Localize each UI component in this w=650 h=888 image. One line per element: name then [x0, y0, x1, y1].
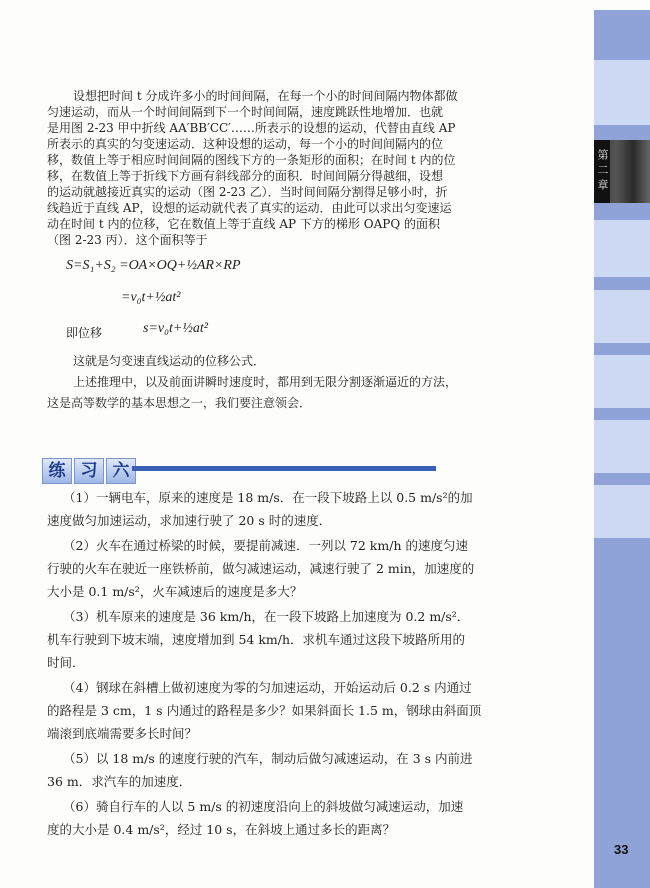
text-line: 移，数值上等于相应时间间隔的图线下方的一条矩形的面积；在时间 t 内的位	[47, 153, 456, 167]
strip-band	[594, 538, 650, 888]
text-line: 线趋近于直线 AP，设想的运动就代表了真实的运动．由此可以求出匀变速运	[47, 201, 452, 215]
exercise-2-line: （2）火车在通过桥梁的时候，要提前减速．一列以 72 km/h 的速度匀速	[63, 538, 468, 553]
exercise-4-line: 端滚到底端需要多长时间？	[47, 726, 198, 741]
displacement-formula: s=v₀t+½at²	[143, 321, 208, 336]
chapter-tab: 第二章	[594, 140, 610, 203]
text-line: 上述推理中，以及前面讲瞬时速度时，都用到无限分割逐渐逼近的方法，	[73, 375, 458, 389]
strip-band	[594, 355, 650, 408]
exercise-2-line: 行驶的火车在驶近一座铁桥前，做匀减速运动，减速行驶了 2 min，加速度的	[47, 561, 475, 576]
exercise-5-line: 36 m．求汽车的加速度．	[47, 774, 192, 789]
strip-band	[594, 473, 650, 485]
page-number: 33	[614, 842, 629, 857]
exercise-5-line: （5）以 18 m/s 的速度行驶的汽车，制动后做匀减速运动，在 3 s 内前进	[63, 751, 473, 766]
strip-band	[594, 220, 650, 277]
header-char: 习	[74, 458, 104, 484]
exercise-4-line: 的路程是 3 cm，1 s 内通过的路程是多少？如果斜面长 1.5 m，钢球由斜面顶	[47, 703, 482, 718]
text-line: 所表示的真实的匀变速运动．这种设想的运动，每一个小的时间间隔内的位	[47, 137, 444, 151]
text-line: 移，在数值上等于折线下方画有斜线部分的面积．时间间隔分得越细，设想	[47, 169, 444, 183]
exercise-2-line: 大小是 0.1 m/s²，火车减速后的速度是多大？	[47, 584, 303, 599]
exercise-6-line: 度的大小是 0.4 m/s²，经过 10 s，在斜坡上通过多长的距离？	[47, 822, 396, 837]
exercise-section-header	[42, 458, 138, 484]
text-line: 是用图 2-23 甲中折线 AA′BB′CC′……所表示的设想的运动，代替由直线 AP	[47, 121, 456, 135]
text-line: 匀速运动，而从一个时间间隔到下一个时间间隔，速度跳跃性地增加．也就	[47, 105, 444, 119]
strip-band	[594, 10, 650, 60]
strip-band	[594, 485, 650, 538]
equation-area: S=S₁+S₂ =OA×OQ+½AR×RP	[66, 258, 241, 273]
text-line: 的运动就越接近真实的运动（图 2-23 乙）．当时间间隔分割得足够小时，折	[47, 185, 448, 199]
text-line: （图 2-23 丙）．这个面积等于	[47, 233, 208, 247]
strip-band	[594, 408, 650, 420]
equation-label: 即位移	[66, 326, 103, 340]
text-line: 这就是匀变速直线运动的位移公式．	[73, 354, 266, 368]
exercise-4-line: （4）钢球在斜槽上做初速度为零的匀加速运动，开始运动后 0.2 s 内通过	[63, 680, 472, 695]
exercise-6-line: （6）骑自行车的人以 5 m/s 的初速度沿向上的斜坡做匀减速运动，加速	[63, 799, 464, 814]
header-char: 六	[106, 458, 136, 484]
strip-band	[594, 290, 650, 343]
exercise-3-line: 时间．	[47, 655, 85, 670]
header-rule	[132, 466, 436, 471]
header-char: 练	[42, 458, 72, 484]
strip-band	[594, 125, 650, 140]
text-line: 这是高等数学的基本思想之一，我们要注意领会．	[47, 396, 312, 410]
strip-band	[594, 420, 650, 473]
strip-band	[594, 60, 650, 125]
strip-band	[594, 343, 650, 355]
strip-band	[594, 277, 650, 290]
text-line: 动在时间 t 内的位移，它在数值上等于直线 AP 下方的梯形 OAPQ 的面积	[47, 217, 440, 231]
exercise-3-line: 机车行驶到下坡末端，速度增加到 54 km/h．求机车通过这段下坡路所用的	[47, 632, 466, 647]
text-line: 设想把时间 t 分成许多小的时间间隔，在每一个小的时间间隔内物体都做	[73, 89, 458, 103]
exercise-1-line: （1）一辆电车，原来的速度是 18 m/s．在一段下坡路上以 0.5 m/s²的加	[63, 490, 473, 505]
equation-result: =v₀t+½at²	[121, 290, 181, 305]
exercise-1-line: 速度做匀加速运动，求加速行驶了 20 s 时的速度．	[47, 513, 332, 528]
strip-band	[594, 203, 650, 220]
exercise-3-line: （3）机车原来的速度是 36 km/h，在一段下坡路上加速度为 0.2 m/s²．	[63, 609, 470, 624]
